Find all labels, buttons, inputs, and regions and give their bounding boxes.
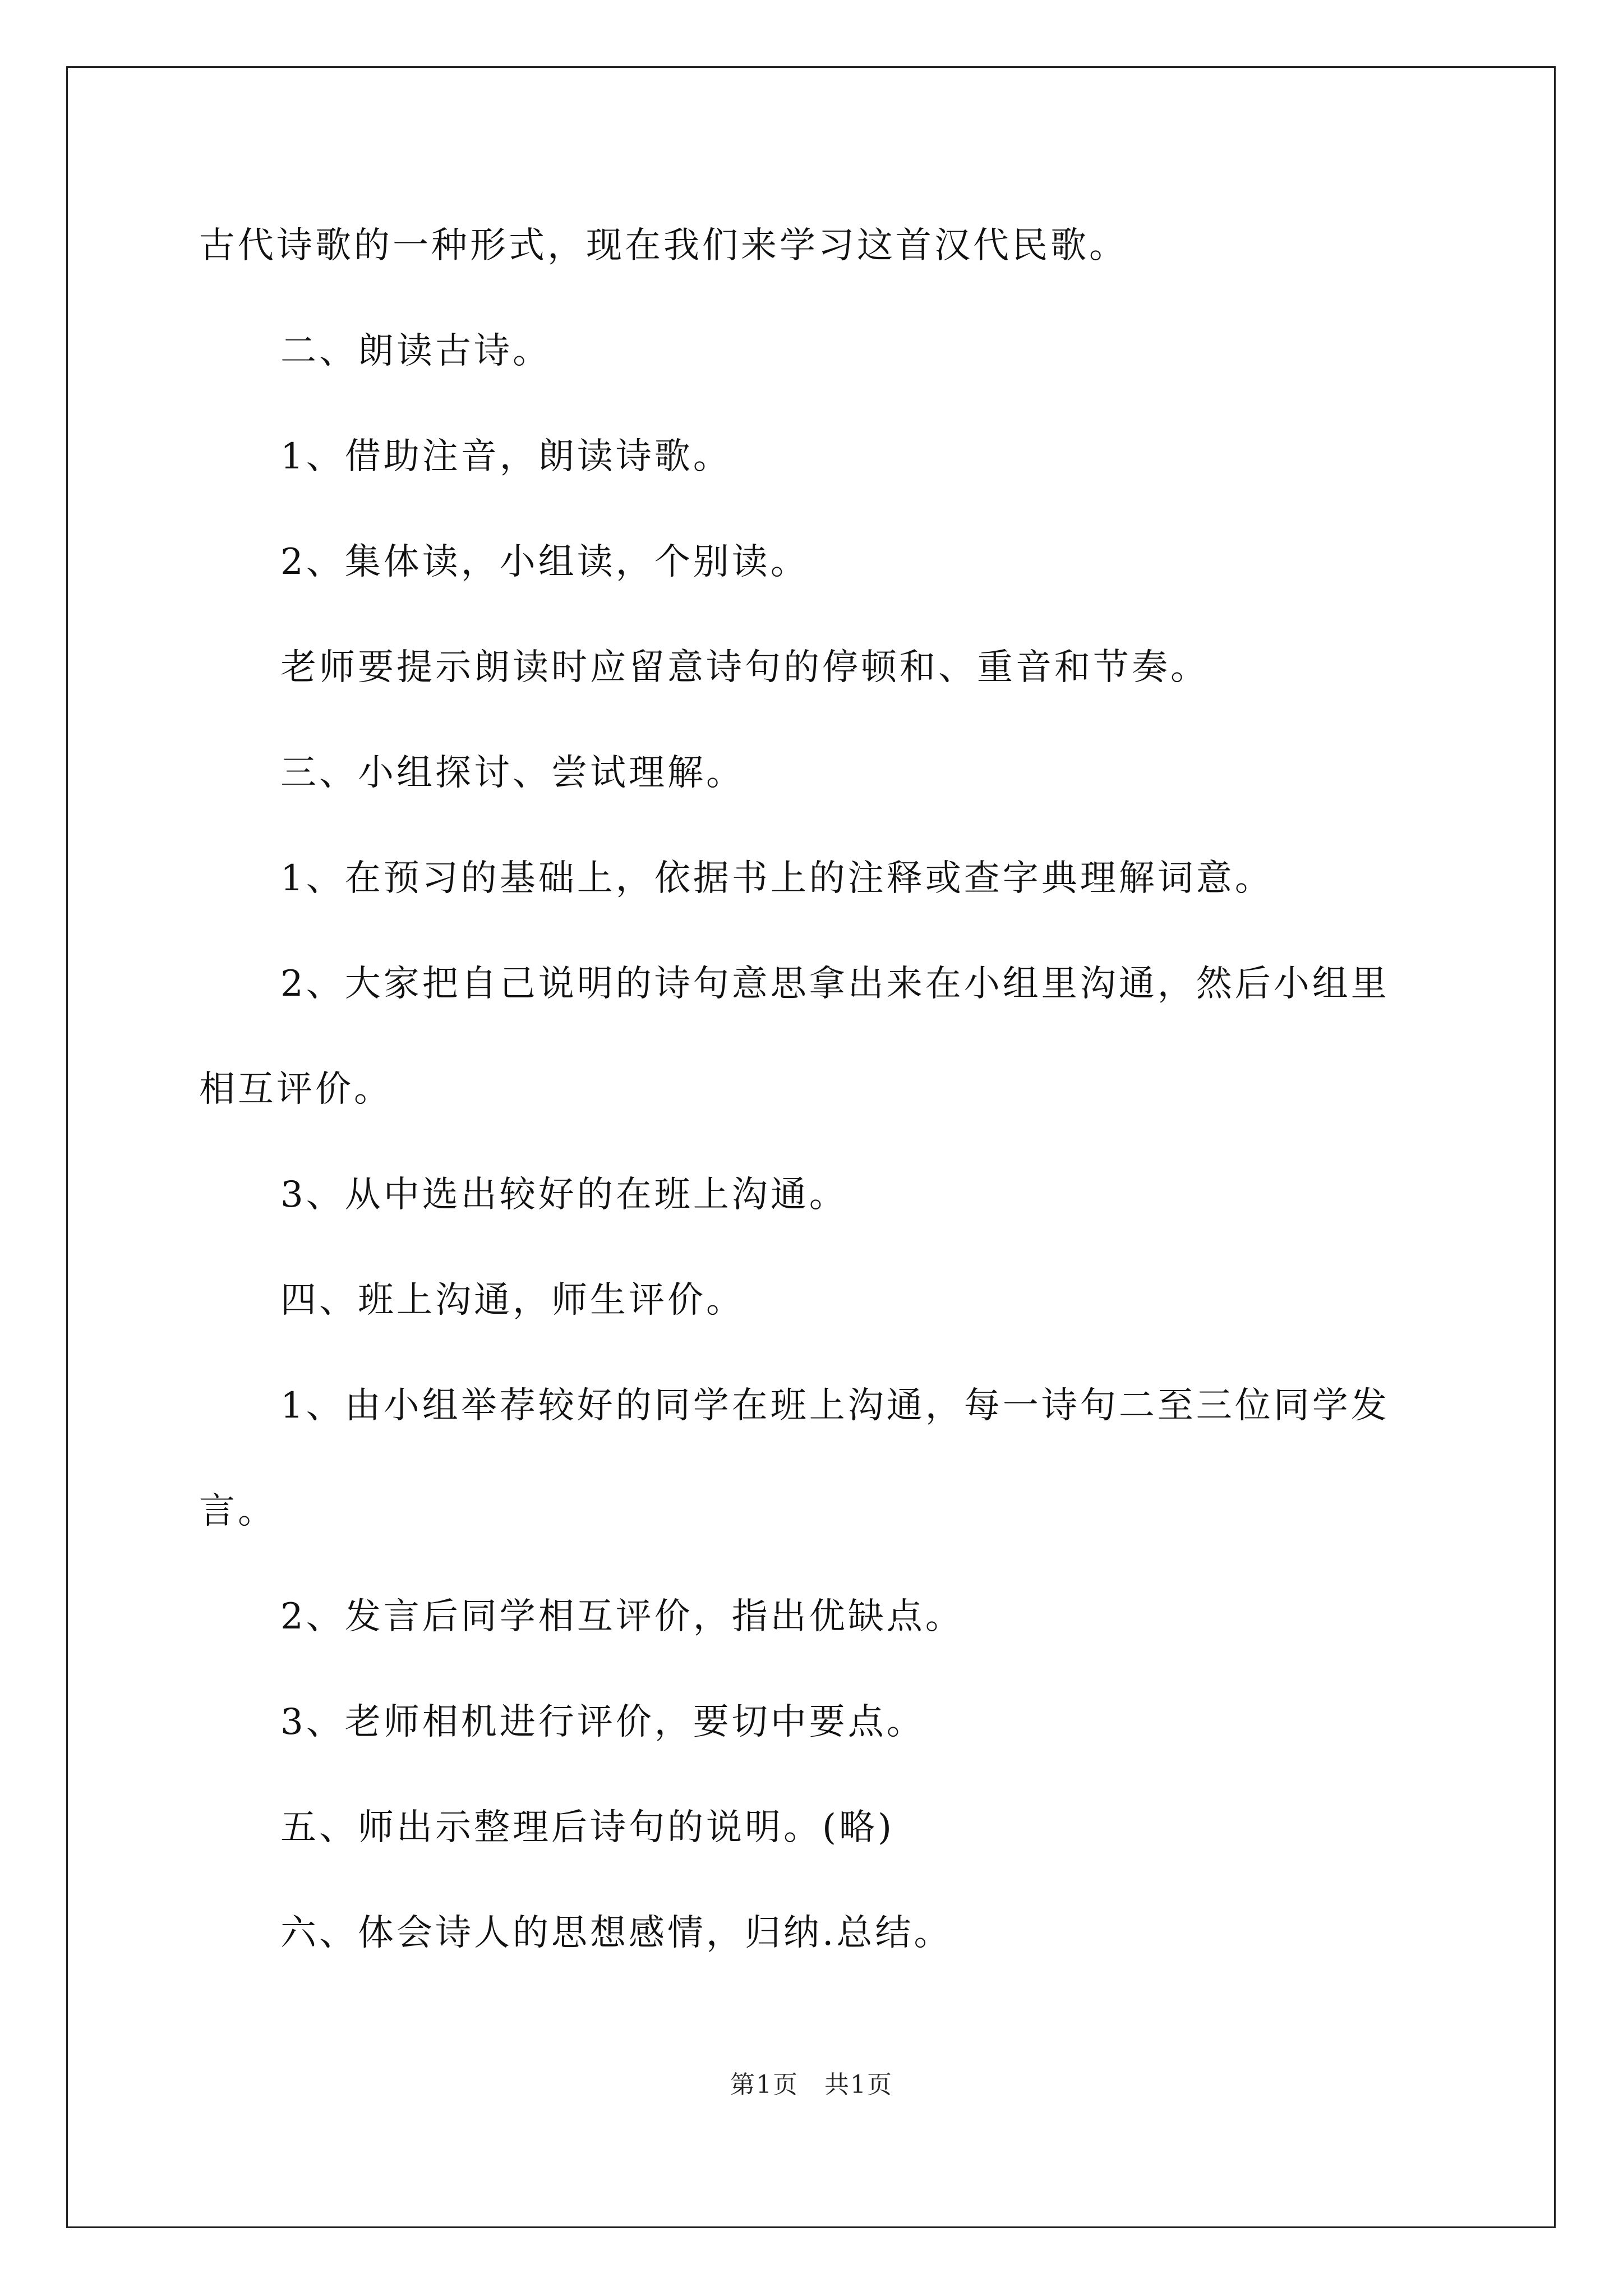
paragraph-6: 三、小组探讨、尝试理解。 bbox=[280, 752, 745, 794]
paragraph-8 bbox=[199, 963, 1444, 1111]
paragraph-8-line-1: 2、大家把自己说明的诗句意思拿出来在小组里沟通，然后小组里 bbox=[280, 963, 1390, 1005]
paragraph-13: 3、老师相机进行评价，要切中要点。 bbox=[280, 1701, 925, 1743]
paragraph-7: 1、在预习的基础上，依据书上的注释或查字典理解词意。 bbox=[280, 858, 1274, 899]
paragraph-9: 3、从中选出较好的在班上沟通。 bbox=[280, 1174, 848, 1216]
paragraph-2: 二、朗读古诗。 bbox=[280, 330, 551, 372]
paragraph-14: 五、师出示整理后诗句的说明。(略) bbox=[280, 1807, 895, 1848]
paragraph-8-line-2: 相互评价。 bbox=[199, 1069, 393, 1110]
paragraph-12: 2、发言后同学相互评价，指出优缺点。 bbox=[280, 1596, 964, 1637]
document-body bbox=[199, 224, 1444, 1954]
paragraph-3: 1、借助注音，朗读诗歌。 bbox=[280, 436, 732, 477]
paragraph-15: 六、体会诗人的思想感情，归纳.总结。 bbox=[280, 1912, 953, 1954]
paragraph-10: 四、班上沟通，师生评价。 bbox=[280, 1280, 745, 1321]
paragraph-1: 古代诗歌的一种形式，现在我们来学习这首汉代民歌。 bbox=[199, 225, 1128, 266]
paragraph-11-line-2: 言。 bbox=[199, 1490, 276, 1532]
paragraph-11-line-1: 1、由小组举荐较好的同学在班上沟通，每一诗句二至三位同学发 bbox=[280, 1385, 1390, 1427]
paragraph-4: 2、集体读，小组读，个别读。 bbox=[280, 541, 809, 583]
paragraph-5: 老师要提示朗读时应留意诗句的停顿和、重音和节奏。 bbox=[280, 647, 1209, 688]
paragraph-11 bbox=[199, 1384, 1444, 1533]
page-number-footer: 第1页 共1页 bbox=[730, 2070, 893, 2099]
